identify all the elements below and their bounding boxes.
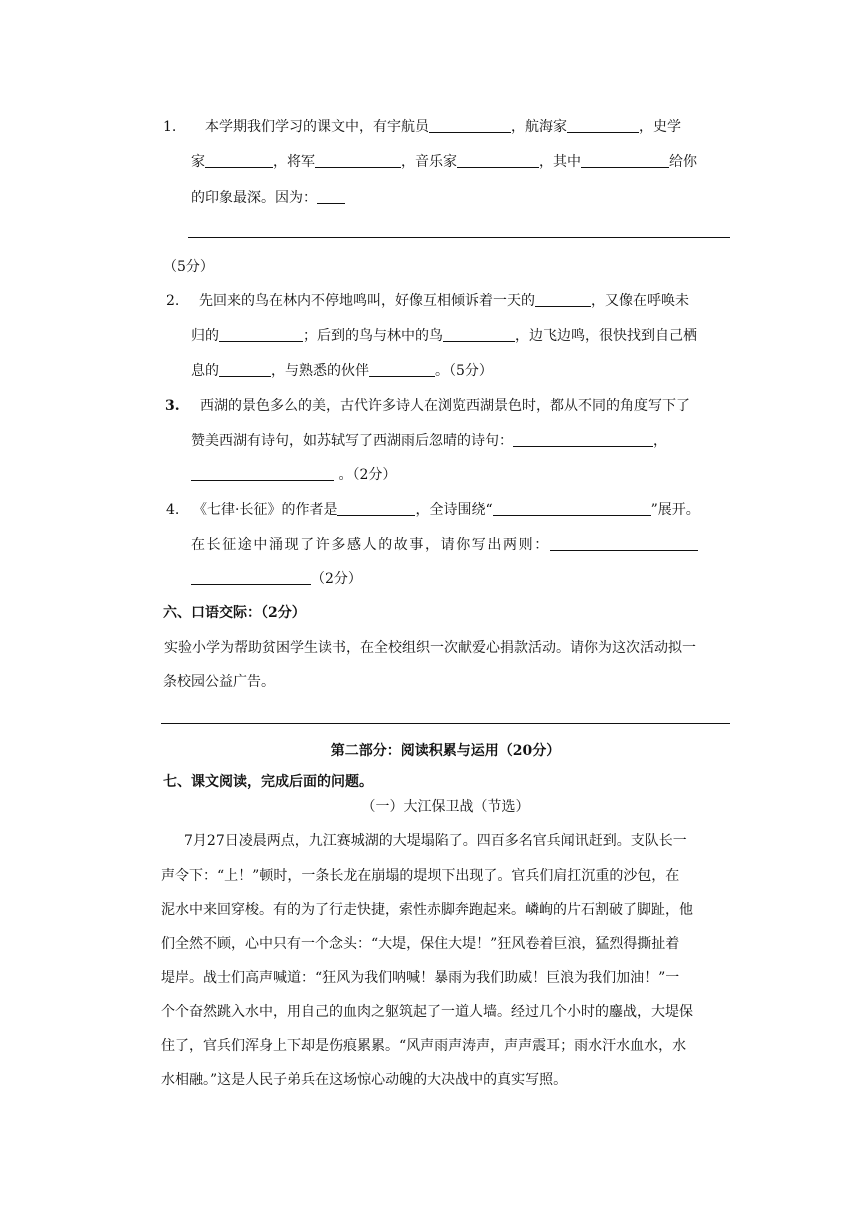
answer-line[interactable] [161, 723, 730, 724]
answer-blank[interactable] [535, 291, 591, 307]
answer-blank[interactable] [443, 326, 515, 342]
answer-blank[interactable] [550, 535, 698, 551]
answer-blank[interactable] [219, 326, 303, 342]
passage-line: 7月27日凌晨两点，九江赛城湖的大堤塌陷了。四百多名官兵闻讯赶到。支队长一 [184, 833, 687, 849]
question-text: 在长征途中涌现了许多感人的故事，请你写出两则： [191, 535, 698, 555]
question-text: 归的 ；后到的鸟与林中的鸟 ，边飞边鸣，很快找到自己栖 [191, 328, 697, 344]
answer-blank[interactable] [581, 152, 669, 168]
passage-line: 泥水中来回穿梭。有的为了行走快捷，索性赤脚奔跑起来。嶙峋的片石割破了脚趾，他 [161, 902, 693, 918]
prompt-text: 实验小学为帮助贫困学生读书，在全校组织一次献爱心捐款活动。请你为这次活动拟一 [164, 640, 696, 656]
question-text: 《七律·长征》的作者是 ，全诗围绕“ ”展开。 [193, 502, 700, 518]
question-text: 本学期我们学习的课文中，有宇航员 ，航海家 ，史学 [205, 119, 681, 135]
passage-line: 堤岸。战士们高声喊道：“狂风为我们呐喊！暴雨为我们助威！巨浪为我们加油！”一 [161, 970, 680, 986]
answer-blank[interactable] [315, 152, 401, 168]
question-number: 2. [166, 293, 180, 309]
question-text: 先回来的鸟在林内不停地鸣叫，好像互相倾诉着一天的 ，又像在呼唤未 [199, 293, 689, 309]
question-text: 家 ，将军 ，音乐家 ，其中 给你 [191, 154, 697, 170]
question-text: 息的 ，与熟悉的伙伴 。（5分） [191, 363, 493, 379]
question-number: 1. [163, 119, 177, 135]
answer-blank[interactable] [191, 465, 334, 481]
answer-blank[interactable] [219, 361, 271, 377]
answer-blank[interactable] [191, 569, 311, 585]
prompt-text: 条校园公益广告。 [163, 674, 275, 690]
question-number: 4. [166, 502, 180, 518]
answer-blank[interactable] [493, 500, 651, 516]
question-number: 3. [165, 398, 180, 414]
score-label: （5分） [163, 259, 214, 275]
question-text: 。（2分） [191, 465, 396, 485]
passage-line: 水相融。”这是人民子弟兵在这场惊心动魄的大决战中的真实写照。 [161, 1072, 568, 1088]
passage-line: 个个奋然跳入水中，用自己的血肉之躯筑起了一道人墙。经过几个小时的鏖战，大堤保 [161, 1004, 693, 1020]
section-heading: 六、口语交际：（2分） [163, 605, 306, 621]
answer-blank[interactable] [205, 152, 273, 168]
answer-blank[interactable] [513, 431, 653, 447]
question-text: 西湖的景色多么的美，古代许多诗人在浏览西湖景色时，都从不同的角度写下了 [200, 398, 690, 414]
passage-line: 们全然不顾，心中只有一个念头：“大堤，保住大堤！”狂风卷着巨浪，猛烈得撕扯着 [161, 936, 680, 952]
answer-blank[interactable] [337, 500, 415, 516]
question-text: 的印象最深。因为： [191, 188, 345, 208]
question-text: （2分） [191, 569, 362, 589]
answer-blank[interactable] [369, 361, 435, 377]
section-heading: 七、课文阅读，完成后面的问题。 [163, 774, 373, 790]
answer-blank[interactable] [317, 188, 345, 204]
answer-blank[interactable] [457, 152, 539, 168]
passage-line: 声令下：“上！”顿时，一条长龙在崩塌的堤坝下出现了。官兵们肩扛沉重的沙包，在 [161, 868, 680, 884]
passage-title: （一）大江保卫战（节选） [361, 799, 530, 815]
question-text: 赞美西湖有诗句，如苏轼写了西湖雨后忽晴的诗句： ， [191, 433, 667, 449]
answer-blank[interactable] [567, 117, 639, 133]
answer-line[interactable] [188, 237, 730, 238]
part-title: 第二部分：阅读积累与运用（20分） [330, 743, 561, 759]
passage-line: 住了，官兵们浑身上下却是伤痕累累。“风声雨声涛声，声声震耳；雨水汗水血水，水 [161, 1038, 687, 1054]
answer-blank[interactable] [429, 117, 511, 133]
